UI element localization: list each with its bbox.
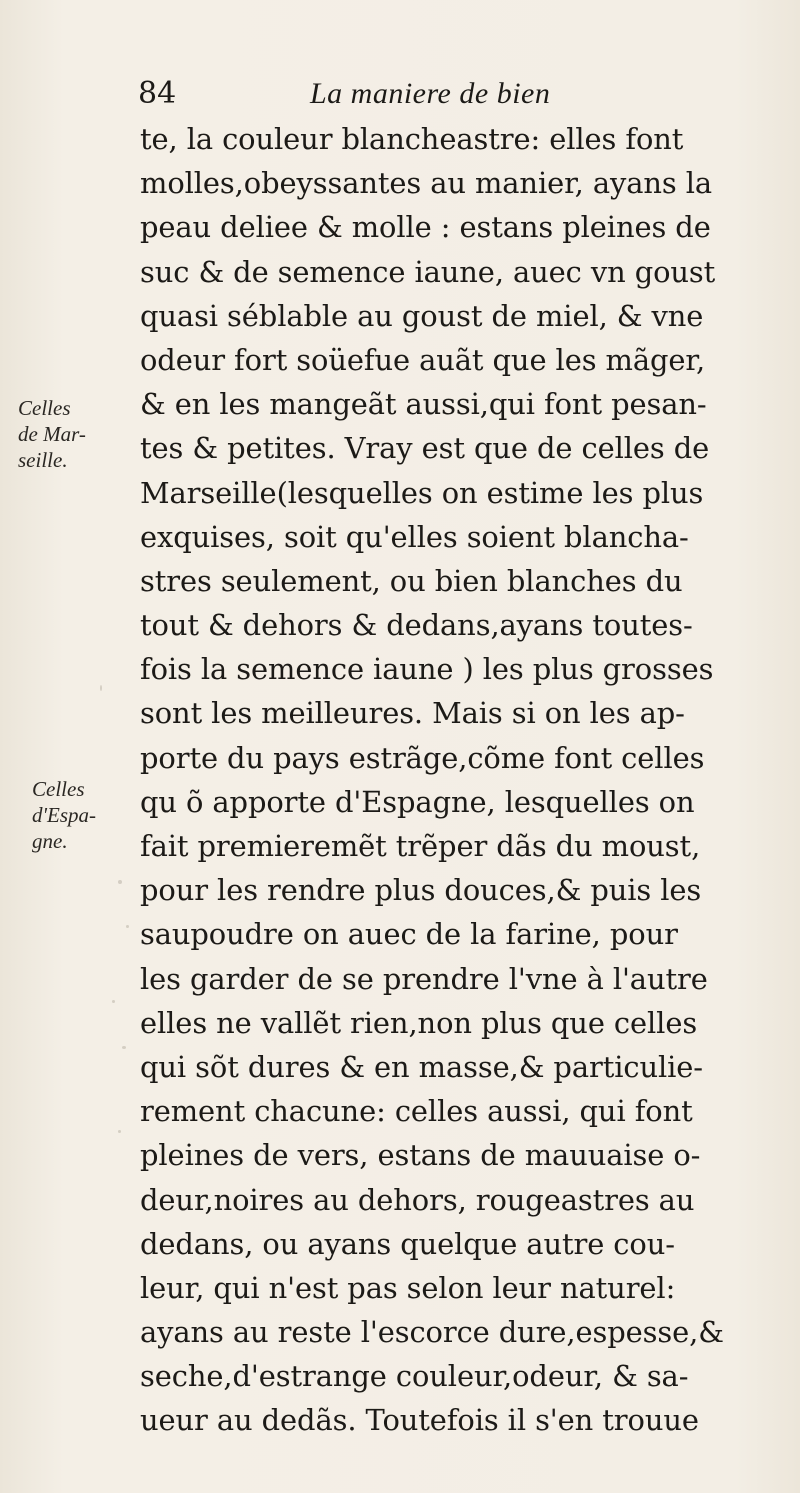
text-line: deur,noires au dehors, rougeastres au bbox=[140, 1182, 695, 1217]
text-line: sont les meilleures. Mais si on les ap- bbox=[140, 696, 685, 731]
margin-note-line: Celles bbox=[18, 396, 71, 420]
text-line: ueur au dedãs. Toutefois il s'en trouue bbox=[140, 1403, 699, 1438]
text-line: & en les mangeãt aussi,qui font pesan- bbox=[140, 387, 707, 422]
margin-note-line: d'Espa- bbox=[32, 803, 96, 827]
text-line: elles ne vallẽt rien,non plus que celles bbox=[140, 1005, 698, 1040]
text-line: pleines de vers, estans de mauuaise o- bbox=[140, 1138, 701, 1173]
text-line: fois la semence iaune ) les plus grosses bbox=[140, 652, 714, 687]
margin-note-marseille bbox=[18, 395, 86, 473]
text-line: qui sõt dures & en masse,& particulie- bbox=[140, 1049, 703, 1084]
text-line: suc & de semence iaune, auec vn goust bbox=[140, 254, 716, 289]
paper-speck bbox=[122, 1046, 126, 1049]
text-line: tes & petites. Vray est que de celles de bbox=[140, 431, 710, 466]
margin-note-line: Celles bbox=[32, 777, 85, 801]
text-line: ayans au reste l'escorce dure,espesse,& bbox=[140, 1315, 724, 1350]
text-line: leur, qui n'est pas selon leur naturel: bbox=[140, 1270, 676, 1305]
text-line: quasi séblable au goust de miel, & vne bbox=[140, 298, 704, 333]
text-line: te, la couleur blancheastre: elles font bbox=[140, 122, 684, 156]
margin-note-line: seille. bbox=[18, 448, 68, 472]
text-line: exquises, soit qu'elles soient blancha- bbox=[140, 519, 689, 554]
text-line: peau deliee & molle : estans pleines de bbox=[140, 210, 711, 245]
paper-speck bbox=[118, 880, 122, 884]
margin-note-line: de Mar- bbox=[18, 422, 86, 446]
margin-note-espagne bbox=[32, 776, 96, 854]
text-line: porte du pays estrãge,cõme font celles bbox=[140, 740, 705, 775]
text-line: stres seulement, ou bien blanches du bbox=[140, 563, 683, 598]
text-line: Marseille(lesquelles on estime les plus bbox=[140, 475, 704, 510]
text-line: qu õ apporte d'Espagne, lesquelles on bbox=[140, 784, 695, 819]
text-line: pour les rendre plus douces,& puis les bbox=[140, 873, 702, 908]
text-line: tout & dehors & dedans,ayans toutes- bbox=[140, 608, 693, 643]
body-text bbox=[140, 117, 790, 1443]
page-number: 84 bbox=[138, 76, 177, 111]
text-line: odeur fort soüefue auãt que les mãger, bbox=[140, 342, 706, 377]
running-head: La maniere de bien bbox=[310, 77, 551, 110]
paper-speck bbox=[112, 1000, 115, 1003]
text-line: saupoudre on auec de la farine, pour bbox=[140, 917, 678, 952]
text-line: molles,obeyssantes au manier, ayans la bbox=[140, 166, 712, 201]
paper-speck bbox=[118, 1130, 121, 1133]
text-line: les garder de se prendre l'vne à l'autre bbox=[140, 961, 708, 996]
text-line: rement chacune: celles aussi, qui font bbox=[140, 1094, 693, 1129]
page-header bbox=[138, 74, 778, 114]
paper-speck bbox=[100, 685, 102, 691]
text-line: seche,d'estrange couleur,odeur, & sa- bbox=[140, 1359, 689, 1394]
text-line: fait premieremẽt trẽper dãs du moust, bbox=[140, 829, 701, 863]
text-line: dedans, ou ayans quelque autre cou- bbox=[140, 1226, 675, 1261]
margin-note-line: gne. bbox=[32, 829, 68, 853]
paper-speck bbox=[126, 925, 129, 928]
